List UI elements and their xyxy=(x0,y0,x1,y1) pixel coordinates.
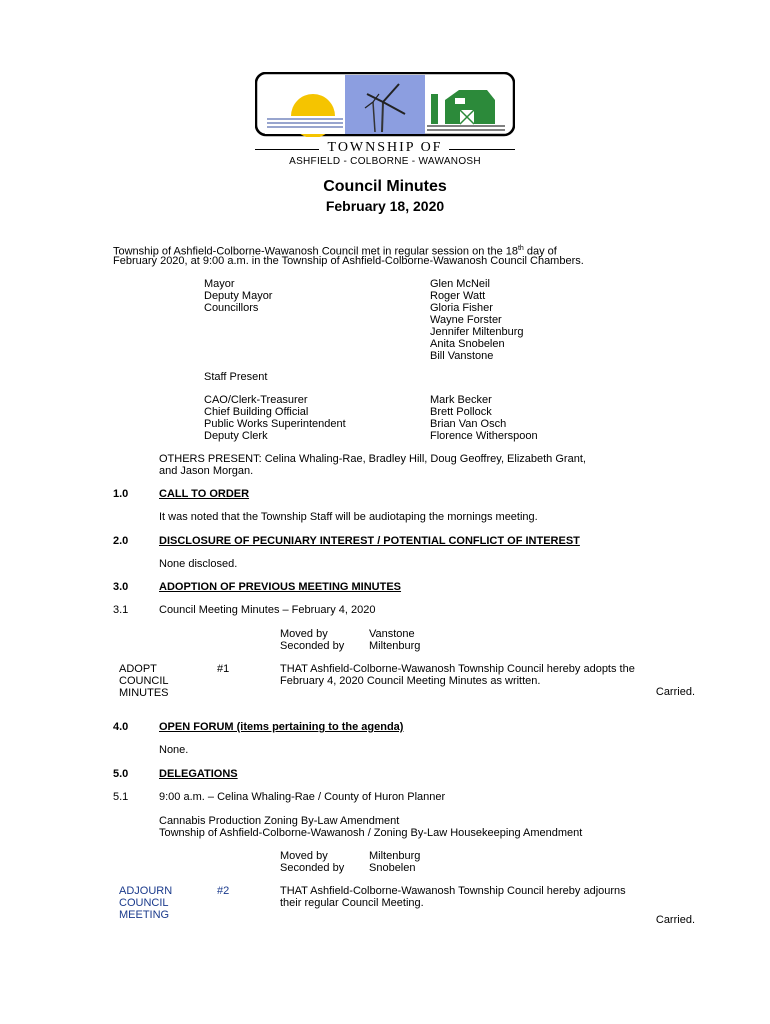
section-4-number: 4.0 xyxy=(113,721,129,733)
section-1-text: It was noted that the Township Staff will be audiotaping the mornings meeting. xyxy=(159,511,538,523)
staff-member: Brian Van Osch xyxy=(430,418,507,430)
section-2-text: None disclosed. xyxy=(159,558,238,570)
staff-member: Mark Becker xyxy=(430,394,492,406)
motion-1-moved-name: Vanstone xyxy=(369,628,415,640)
staff-role: Public Works Superintendent xyxy=(204,418,346,430)
motion-2-seconded-name: Snobelen xyxy=(369,862,416,874)
page-title: Council Minutes xyxy=(323,178,447,195)
motion-2-seconded-label: Seconded by xyxy=(280,862,345,874)
intro-line-1: Township of Ashfield-Colborne-Wawanosh Council met in regular session on the 18th day of xyxy=(113,245,557,258)
council-names xyxy=(430,278,524,362)
motion-1-moved-label: Moved by xyxy=(280,628,328,640)
logo-line-left xyxy=(255,149,319,150)
section-4-text: None. xyxy=(159,744,189,756)
motion-1-seconded-name: Miltenburg xyxy=(369,640,421,652)
staff-member: Brett Pollock xyxy=(430,406,492,418)
council-member: Roger Watt xyxy=(430,290,486,302)
section-5-1-line-1: Cannabis Production Zoning By-Law Amendment xyxy=(159,815,400,827)
motion-2-line-2: their regular Council Meeting. xyxy=(280,897,424,909)
staff-role: CAO/Clerk-Treasurer xyxy=(204,394,308,406)
motion-2-line-1: THAT Ashfield-Colborne-Wawanosh Township Council hereby adjourns xyxy=(280,885,626,897)
council-role: Mayor xyxy=(204,278,235,290)
logo-text-township: TOWNSHIP OF xyxy=(327,140,443,155)
others-present-line-2: and Jason Morgan. xyxy=(159,465,254,477)
staff-role: Deputy Clerk xyxy=(204,430,268,442)
logo-text-names: ASHFIELD - COLBORNE - WAWANOSH xyxy=(289,156,481,167)
council-member: Gloria Fisher xyxy=(430,302,493,314)
motion-1-side-label: ADOPT COUNCIL MINUTES xyxy=(119,663,169,699)
motion-2-number: #2 xyxy=(217,885,230,897)
others-present-line-1: OTHERS PRESENT: Celina Whaling-Rae, Bradley Hill, Doug Geoffrey, Elizabeth Grant, xyxy=(159,453,586,465)
section-5-1-text: 9:00 a.m. – Celina Whaling-Rae / County of Huron Planner xyxy=(159,791,446,803)
section-1-number: 1.0 xyxy=(113,488,129,500)
section-2-number: 2.0 xyxy=(113,535,129,547)
motion-1-number: #1 xyxy=(217,663,230,675)
motion-1-line-1: THAT Ashfield-Colborne-Wawanosh Township Council hereby adopts the xyxy=(280,663,635,675)
section-5-1-line-2: Township of Ashfield-Colborne-Wawanosh / Zoning By-Law Housekeeping Amendment xyxy=(159,827,583,839)
logo-graphic xyxy=(255,72,515,137)
section-3-number: 3.0 xyxy=(113,581,129,593)
motion-2-moved-name: Miltenburg xyxy=(369,850,421,862)
logo-line-right xyxy=(449,149,515,150)
intro-superscript: th xyxy=(517,245,524,252)
staff-names xyxy=(430,394,538,442)
meeting-date: February 18, 2020 xyxy=(325,198,445,214)
section-1-title: CALL TO ORDER xyxy=(159,488,250,500)
motion-1-seconded-label: Seconded by xyxy=(280,640,345,652)
council-role: Deputy Mayor xyxy=(204,290,273,302)
council-roles xyxy=(204,278,272,314)
motion-1-result: Carried. xyxy=(655,686,695,698)
staff-roles xyxy=(204,394,346,442)
staff-heading: Staff Present xyxy=(204,371,268,383)
section-2-title: DISCLOSURE OF PECUNIARY INTEREST / POTENTIAL CONFLICT OF INTEREST xyxy=(159,535,580,547)
council-member: Jennifer Miltenburg xyxy=(430,326,524,338)
council-role: Councillors xyxy=(204,302,259,314)
section-3-1-text: Council Meeting Minutes – February 4, 2020 xyxy=(159,604,376,616)
section-4-title: OPEN FORUM (items pertaining to the agenda) xyxy=(159,721,404,733)
motion-2-result: Carried. xyxy=(655,914,695,926)
section-5-1-number: 5.1 xyxy=(113,791,129,803)
council-member: Anita Snobelen xyxy=(430,338,505,350)
section-3-1-number: 3.1 xyxy=(113,604,129,616)
intro-line-2: February 2020, at 9:00 a.m. in the Township of Ashfield-Colborne-Wawanosh Council Chambers. xyxy=(113,255,584,267)
section-5-number: 5.0 xyxy=(113,768,129,780)
staff-role: Chief Building Official xyxy=(204,406,309,418)
motion-1-line-2: February 4, 2020 Council Meeting Minutes as written. xyxy=(280,675,541,687)
council-member: Glen McNeil xyxy=(430,278,490,290)
motion-2-moved-label: Moved by xyxy=(280,850,328,862)
section-3-title: ADOPTION OF PREVIOUS MEETING MINUTES xyxy=(159,581,402,593)
motion-2-side-label: ADJOURN COUNCIL MEETING xyxy=(119,885,173,921)
council-member: Bill Vanstone xyxy=(430,350,494,362)
township-logo xyxy=(255,72,515,170)
staff-member: Florence Witherspoon xyxy=(430,430,538,442)
council-member: Wayne Forster xyxy=(430,314,502,326)
section-5-title: DELEGATIONS xyxy=(159,768,238,780)
